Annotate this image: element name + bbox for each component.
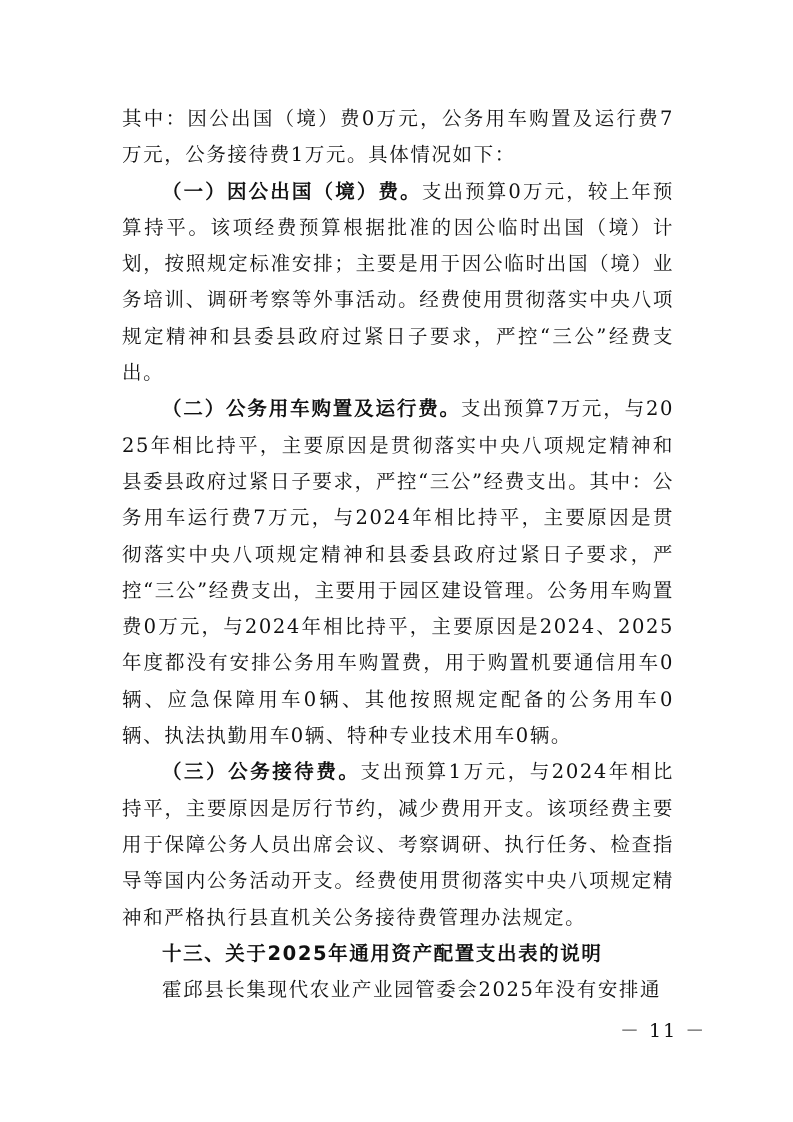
section-1-title: （一）因公出国（境）费。 [162,179,422,203]
page-number: － 11 － [620,1020,707,1042]
section-3-body: 支出预算1万元，与2024年相比持平，主要原因是厉行节约，减少费用开支。该项经费主要用于保障公务人员出席会议、考察调研、执行任务、检查指导等国内公务活动开支。经费使用贯彻落实中央八项规定精神和严格执行县直机关公务接待费管理办法规定。 [122,760,674,929]
section-3-title: （三）公务接待费。 [162,760,361,784]
section-1-body: 支出预算0万元，较上年预算持平。该项经费预算根据批准的因公临时出国（境）计划，按照规定标准安排；主要是用于因公临时出国（境）业务培训、调研考察等外事活动。经费使用贯彻落实中央八项规定精神和县委县政府过紧日子要求，严控“三公”经费支出。 [122,179,675,385]
document-body [122,101,674,1008]
section-13-heading: 十三、关于2025年通用资产配置支出表的说明 [162,941,603,965]
intro-paragraph [122,101,674,174]
section-13-paragraph [122,972,674,1008]
section-3-paragraph [122,754,674,935]
section-2-body: 支出预算7万元，与2025年相比持平，主要原因是贯彻落实中央八项规定精神和县委县政府过紧日子要求，严控“三公”经费支出。其中：公务用车运行费7万元，与2024年相比持平，主要原因是贯彻落实中央八项规定精神和县委县政府过紧日子要求，严控“三公”经费支出，主要用于园区建设管理。公务用车购置费0万元，与2024年相比持平，主要原因是2024、2025年度都没有安排公务用车购置费，用于购置机要通信用车0辆、应急保障用车0辆、其他按照规定配备的公务用车0辆、执法执勤用车0辆、特种专业技术用车0辆。 [122,397,674,748]
section-13-body: 霍邱县长集现代农业产业园管委会2025年没有安排通 [162,978,662,1002]
intro-text: 其中：因公出国（境）费0万元，公务用车购置及运行费7万元，公务接待费1万元。具体情况如下： [122,107,674,167]
section-2-title: （二）公务用车购置及运行费。 [162,397,461,421]
section-2-paragraph [122,391,674,754]
section-1-paragraph [122,174,674,392]
